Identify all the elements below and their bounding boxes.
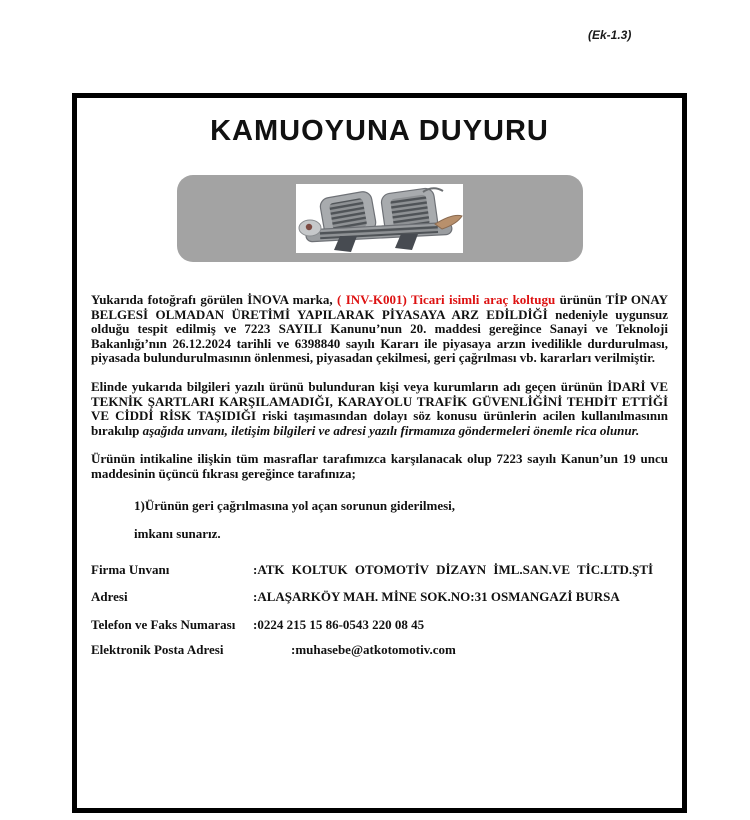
field-address	[91, 590, 668, 605]
closing-line: imkanı sunarız.	[134, 526, 221, 542]
paragraph-risk-warning	[91, 380, 668, 438]
paragraph2-lead: Elinde yukarıda bilgileri yazılı ürünü bulunduran kişi veya kurumların adı geçen ürünün İDARİ VE TEKNİK ŞARTLARI KARŞILAMADIĞI, KARAYOLU TRAFİK GÜVENLİĞİNİ TEHDİT ETTİĞİ VE CİDDİ RİSK TAŞIDIĞI riski taşımasından dolayı söz konusu ürünlerin acilen kullanılmasının bırakılıp	[91, 378, 668, 438]
field-value-address: :ALAŞARKÖY MAH. MİNE SOK.NO:31 OSMANGAZİ BURSA	[253, 589, 620, 605]
page-title: KAMUOYUNA DUYURU	[210, 115, 549, 147]
field-label-company: Firma Unvanı	[91, 561, 170, 577]
field-email	[91, 643, 668, 658]
photo-panel	[177, 175, 583, 262]
announcement-document	[72, 93, 687, 813]
field-value-company: :ATK KOLTUK OTOMOTİV DİZAYN İML.SAN.VE TİC.LTD.ŞTİ	[253, 561, 654, 577]
contact-block	[91, 563, 668, 657]
field-value-phone: :0224 215 15 86-0543 220 08 45	[253, 616, 425, 632]
document-body	[91, 293, 668, 657]
field-label-email: Elektronik Posta Adresi	[91, 641, 224, 657]
product-name-highlight: ( INV-K001) Ticari isimli araç koltugu	[337, 292, 560, 307]
paragraph1-lead: Yukarıda fotoğrafı görülen İNOVA marka,	[91, 292, 338, 307]
remedy-list-item: 1)Ürünün geri çağrılmasına yol açan sorunun giderilmesi,	[134, 497, 456, 513]
field-phone-fax	[91, 618, 668, 633]
paragraph2-instruction: aşağıda unvanı, iletişim bilgileri ve adresi yazılı firmamıza göndermeleri önemle rica olunur.	[142, 422, 640, 438]
paragraph-costs: Ürünün intikaline ilişkin tüm masraflar tarafımızca karşılanacak olup 7223 sayılı Kanun’un 19 uncu maddesinin üçüncü fıkrası gereğince tarafınıza;	[91, 451, 668, 481]
field-label-phone: Telefon ve Faks Numarası	[91, 616, 236, 632]
car-seat-photo-icon	[296, 184, 463, 253]
field-company-name	[91, 563, 668, 578]
field-label-address: Adresi	[91, 589, 128, 605]
product-photo	[296, 184, 463, 253]
field-value-email: :muhasebe@atkotomotiv.com	[291, 641, 456, 657]
attachment-reference: (Ek-1.3)	[588, 28, 632, 42]
paragraph-product-decision	[91, 293, 668, 366]
paragraph1-rest: ürünün TİP ONAY BELGESİ OLMADAN ÜRETİMİ YAPILARAK PİYASAYA ARZ EDİLDİĞİ nedeniyle uygunsuz olduğu tespit edilmiş ve 7223 SAYILI Kanunu’nun 20. maddesi gereğince Sanayi ve Teknoloji Bakanlığı’nın 26.12.2024 tarihli ve 6398840 sayılı Kararı ile piyasaya arzın ivedilikle durdurulması, piyasada bulundurulmasının önlenmesi, piyasadan çekilmesi, geri çağrılması vb. kararları verilmiştir.	[91, 292, 668, 366]
